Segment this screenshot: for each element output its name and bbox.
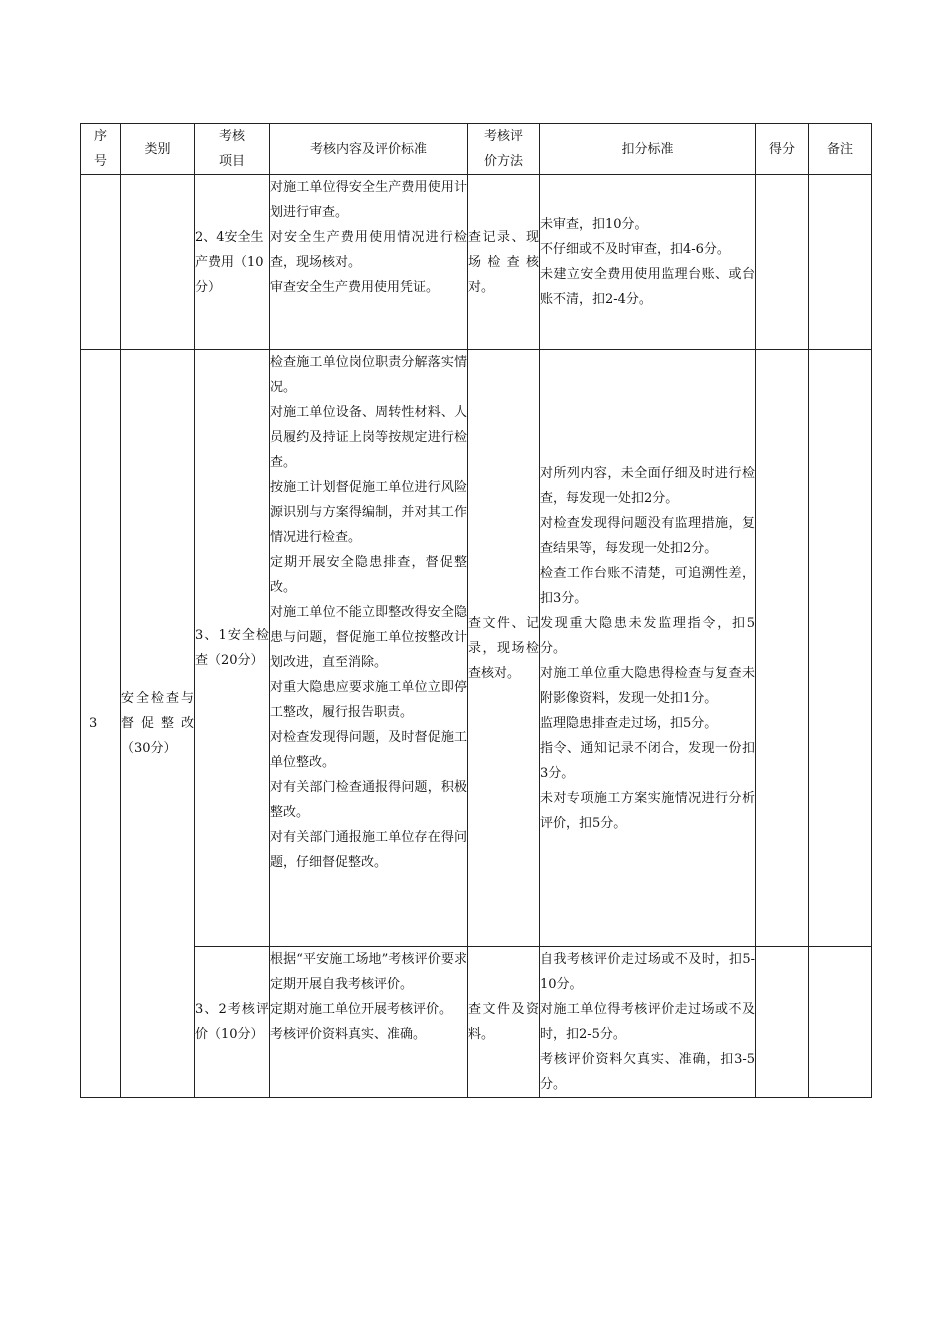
deduction-line: 未建立安全费用使用监理台账、或台账不清，扣2-4分。 bbox=[540, 267, 755, 307]
row-score bbox=[756, 350, 809, 947]
row-remark bbox=[809, 175, 872, 350]
row-seq bbox=[81, 175, 121, 350]
deduction-line: 指令、通知记录不闭合，发现一份扣3分。 bbox=[540, 740, 755, 781]
header-remark: 备注 bbox=[809, 124, 872, 175]
header-category: 类别 bbox=[121, 124, 195, 175]
deduction-line: 考核评价资料欠真实、准确，扣3-5分。 bbox=[540, 1052, 755, 1092]
row-method: 查记录、现场检查核对。 bbox=[468, 175, 540, 350]
row-deduction bbox=[540, 350, 756, 947]
row-content bbox=[270, 175, 468, 350]
content-line: 对重大隐患应要求施工单位立即停工整改，履行报告职责。 bbox=[270, 680, 467, 720]
row-content bbox=[270, 947, 468, 1098]
deduction-line: 自我考核评价走过场或不及时，扣5-10分。 bbox=[540, 952, 755, 992]
deduction-line: 对施工单位重大隐患得检查与复查未附影像资料，发现一处扣1分。 bbox=[540, 665, 755, 706]
deduction-line: 检查工作台账不清楚，可追溯性差，扣3分。 bbox=[540, 565, 755, 606]
row-deduction bbox=[540, 175, 756, 350]
deduction-line: 不仔细或不及时审查，扣4-6分。 bbox=[540, 242, 730, 257]
content-line: 根据“平安施工场地”考核评价要求定期开展自我考核评价。 bbox=[270, 952, 467, 992]
row-content bbox=[270, 350, 468, 947]
content-line: 对有关部门检查通报得问题，积极整改。 bbox=[270, 780, 467, 820]
row-method: 查文件及资料。 bbox=[468, 947, 540, 1098]
header-method: 考核评价方法 bbox=[468, 124, 540, 175]
table-row bbox=[81, 350, 872, 947]
content-line: 按施工计划督促施工单位进行风险源识别与方案得编制，并对其工作情况进行检查。 bbox=[270, 480, 467, 545]
row-category: 安全检查与督促整改（30分） bbox=[121, 350, 195, 1098]
assessment-table bbox=[80, 123, 872, 1098]
deduction-line: 未审查，扣10分。 bbox=[540, 217, 648, 232]
content-line: 对有关部门通报施工单位存在得问题，仔细督促整改。 bbox=[270, 830, 467, 870]
deduction-line: 对施工单位得考核评价走过场或不及时，扣2-5分。 bbox=[540, 1002, 755, 1042]
content-line: 对施工单位得安全生产费用使用计划进行审查。 bbox=[270, 180, 467, 220]
row-item: 3、1安全检查（20分） bbox=[195, 350, 270, 947]
header-row bbox=[81, 124, 872, 175]
content-line: 对安全生产费用使用情况进行检查，现场核对。 bbox=[270, 230, 467, 270]
content-line: 考核评价资料真实、准确。 bbox=[270, 1027, 427, 1042]
deduction-line: 对所列内容，未全面仔细及时进行检查，每发现一处扣2分。 bbox=[540, 465, 755, 506]
row-remark bbox=[809, 350, 872, 947]
deduction-line: 监理隐患排查走过场，扣5分。 bbox=[540, 715, 718, 731]
header-item: 考核项目 bbox=[195, 124, 270, 175]
content-line: 检查施工单位岗位职责分解落实情况。 bbox=[270, 355, 467, 395]
deduction-line: 对检查发现得问题没有监理措施，复查结果等，每发现一处扣2分。 bbox=[540, 515, 755, 556]
header-content: 考核内容及评价标准 bbox=[270, 124, 468, 175]
content-line: 审查安全生产费用使用凭证。 bbox=[270, 280, 440, 295]
row-item: 3、2考核评价（10分） bbox=[195, 947, 270, 1098]
content-line: 定期开展安全隐患排查，督促整改。 bbox=[270, 555, 467, 595]
row-deduction bbox=[540, 947, 756, 1098]
row-method: 查文件、记录，现场检查核对。 bbox=[468, 350, 540, 947]
table-row bbox=[81, 947, 872, 1098]
table-row bbox=[81, 175, 872, 350]
row-score bbox=[756, 175, 809, 350]
row-seq: 3 bbox=[81, 350, 121, 1098]
header-seq: 序号 bbox=[81, 124, 121, 175]
deduction-line: 发现重大隐患未发监理指令，扣5分。 bbox=[540, 615, 755, 656]
content-line: 定期对施工单位开展考核评价。 bbox=[270, 1002, 453, 1017]
row-item: 2、4安全生产费用（10分） bbox=[195, 175, 270, 350]
deduction-line: 未对专项施工方案实施情况进行分析评价，扣5分。 bbox=[540, 790, 755, 831]
row-category bbox=[121, 175, 195, 350]
content-line: 对施工单位不能立即整改得安全隐患与问题，督促施工单位按整改计划改进，直至消除。 bbox=[270, 605, 467, 670]
row-score bbox=[756, 947, 809, 1098]
header-score: 得分 bbox=[756, 124, 809, 175]
row-remark bbox=[809, 947, 872, 1098]
header-deduction: 扣分标准 bbox=[540, 124, 756, 175]
content-line: 对检查发现得问题，及时督促施工单位整改。 bbox=[270, 730, 467, 770]
content-line: 对施工单位设备、周转性材料、人员履约及持证上岗等按规定进行检查。 bbox=[270, 405, 467, 470]
